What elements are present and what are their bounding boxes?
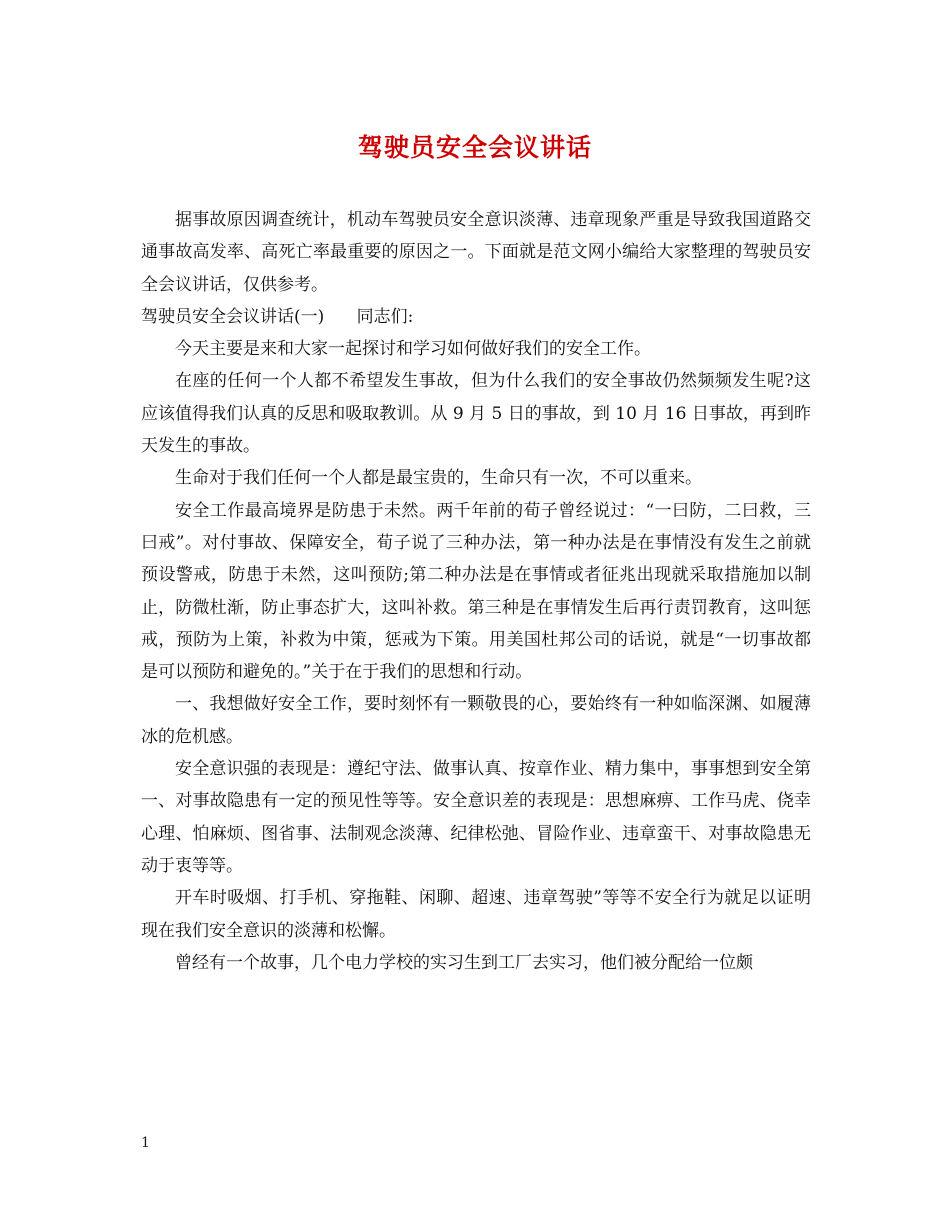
- paragraph-section-heading: 驾驶员安全会议讲话(一) 同志们:: [141, 306, 414, 327]
- document-body: [141, 204, 811, 979]
- paragraph: 一、我想做好安全工作，要时刻怀有一颗敬畏的心，要始终有一种如临深渊、如履薄冰的危机感。: [141, 694, 811, 747]
- paragraph: 安全意识强的表现是：遵纪守法、做事认真、按章作业、精力集中，事事想到安全第一、对事故隐患有一定的预见性等等。安全意识差的表现是：思想麻痹、工作马虎、侥幸心理、怕麻烦、图省事、法制观念淡薄、纪律松弛、冒险作业、违章蛮干、对事故隐患无动于衷等等。: [141, 759, 811, 876]
- paragraph: 开车时吸烟、打手机、穿拖鞋、闲聊、超速、违章驾驶”等等不安全行为就足以证明现在我们安全意识的淡薄和松懈。: [141, 888, 811, 941]
- paragraph: 曾经有一个故事，几个电力学校的实习生到工厂去实习，他们被分配给一位颇: [175, 952, 753, 973]
- paragraph: 安全工作最高境界是防患于未然。两千年前的荀子曾经说过：“一曰防，二曰救，三曰戒”。对付事故、保障安全，荀子说了三种办法，第一种办法是在事情没有发生之前就预设警戒，防患于未然，这叫预防;第二种办法是在事情或者征兆出现就采取措施加以制止，防微杜渐，防止事态扩大，这叫补救。第三种是在事情发生后再行责罚教育，这叫惩戒，预防为上策，补救为中策，惩戒为下策。用美国杜邦公司的话说，就是“一切事故都是可以预防和避免的。”关于在于我们的思想和行动。: [141, 500, 811, 683]
- paragraph: 生命对于我们任何一个人都是最宝贵的，生命只有一次，不可以重来。: [175, 468, 702, 489]
- paragraph: 在座的任何一个人都不希望发生事故，但为什么我们的安全事故仍然频频发生呢?这应该值得我们认真的反思和吸取教训。从 9 月 5 日的事故，到 10 月 16 日事故，再到昨天发生的事故。: [141, 371, 811, 457]
- paragraph-intro: 据事故原因调查统计，机动车驾驶员安全意识淡薄、违章现象严重是导致我国道路交通事故高发率、高死亡率最重要的原因之一。下面就是范文网小编给大家整理的驾驶员安全会议讲话，仅供参考。: [141, 210, 811, 295]
- paragraph: 今天主要是来和大家一起探讨和学习如何做好我们的安全工作。: [175, 339, 651, 360]
- document-title: 驾驶员安全会议讲话: [357, 133, 592, 162]
- page-number: 1: [141, 1135, 150, 1151]
